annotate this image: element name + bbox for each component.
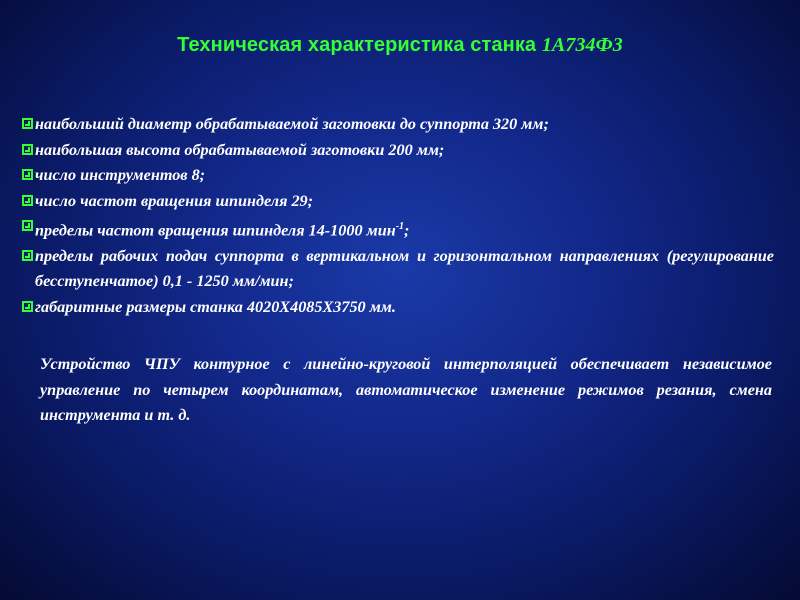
list-item-text: пределы частот вращения шпинделя 14-1000 мин$^{-1}$; xyxy=(35,221,410,240)
checkbox-bullet-icon xyxy=(22,118,33,129)
list-item-text: габаритные размеры станка 4020Х4085Х3750 мм. xyxy=(35,297,396,316)
description-paragraph: Устройство ЧПУ контурное с линейно-круговой интерполяцией обеспечивает независимое управление по четырем координатам, автоматическое изменение режимов резания, смена инструмента и т. д. xyxy=(40,355,772,424)
checkbox-bullet-icon xyxy=(22,250,33,261)
specs-list xyxy=(22,112,774,320)
checkbox-bullet-icon xyxy=(22,301,33,312)
checkbox-bullet-icon xyxy=(22,220,33,231)
list-item xyxy=(22,163,774,189)
list-item xyxy=(22,295,774,321)
list-item xyxy=(22,244,774,295)
list-item xyxy=(22,138,774,164)
list-item-text: число инструментов 8; xyxy=(35,166,206,184)
title-model: 1А734Ф3 xyxy=(541,34,623,56)
checkbox-bullet-icon xyxy=(22,169,33,180)
slide-title xyxy=(0,34,800,57)
list-item-text: пределы рабочих подач суппорта в вертикальном и горизонтальном направлениях (регулирование бесступенчатое) 0,1 - 1250 мм/мин; xyxy=(35,246,774,291)
checkbox-bullet-icon xyxy=(22,195,33,206)
checkbox-bullet-icon xyxy=(22,144,33,155)
list-item xyxy=(22,189,774,215)
list-item xyxy=(22,112,774,138)
list-item-text: наибольшая высота обрабатываемой заготовки 200 мм; xyxy=(35,140,445,159)
list-item-text: число частот вращения шпинделя 29; xyxy=(35,191,314,210)
title-text: Техническая характеристика станка xyxy=(177,34,542,56)
list-item-text: наибольший диаметр обрабатываемой заготовки до суппорта 320 мм; xyxy=(35,115,549,133)
list-item xyxy=(22,214,774,244)
